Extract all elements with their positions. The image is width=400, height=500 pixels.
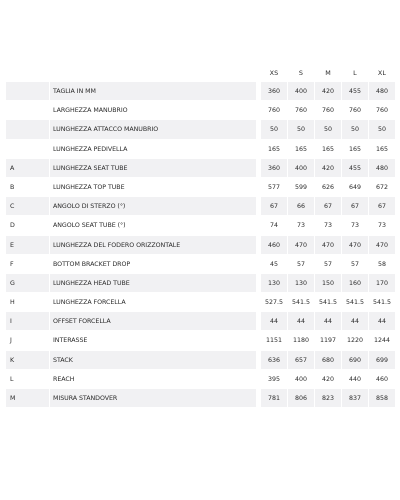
row-value-xs: 130 (261, 274, 287, 293)
row-letter: J (6, 331, 49, 350)
row-value-m: 470 (315, 236, 341, 255)
row-value-xl: 480 (369, 159, 395, 178)
size-header-xl: XL (377, 69, 387, 77)
table-row (6, 236, 394, 255)
row-value-xl: 699 (369, 351, 395, 370)
row-value-xl: 460 (369, 370, 395, 389)
row-value-xl: 73 (369, 216, 395, 235)
row-value-xl: 470 (369, 236, 395, 255)
row-label: REACH (50, 370, 256, 389)
row-value-xs: 67 (261, 197, 287, 216)
row-value-xl: 50 (369, 120, 395, 139)
row-value-m: 73 (315, 216, 341, 235)
row-value-s: 400 (288, 159, 314, 178)
row-value-s: 806 (288, 389, 314, 408)
row-letter: A (6, 159, 49, 178)
row-label: LUNGHEZZA ATTACCO MANUBRIO (50, 120, 256, 139)
size-header-m: M (325, 69, 331, 77)
row-value-l: 44 (342, 312, 368, 331)
row-value-m: 50 (315, 120, 341, 139)
row-letter: K (6, 351, 49, 370)
row-value-l: 649 (342, 178, 368, 197)
row-label: LUNGHEZZA FORCELLA (50, 293, 256, 312)
row-value-xs: 44 (261, 312, 287, 331)
row-value-xl: 858 (369, 389, 395, 408)
geometry-table (6, 66, 394, 408)
table-row (6, 274, 394, 293)
row-value-s: 657 (288, 351, 314, 370)
row-value-xs: 527.5 (261, 293, 287, 312)
row-value-xs: 74 (261, 216, 287, 235)
row-letter: L (6, 370, 49, 389)
row-value-l: 541.5 (342, 293, 368, 312)
row-value-l: 165 (342, 140, 368, 159)
row-value-xs: 45 (261, 255, 287, 274)
row-value-l: 440 (342, 370, 368, 389)
row-value-s: 599 (288, 178, 314, 197)
row-label: LUNGHEZZA SEAT TUBE (50, 159, 256, 178)
row-value-l: 455 (342, 82, 368, 101)
row-value-xs: 781 (261, 389, 287, 408)
row-letter (6, 101, 49, 120)
table-row (6, 312, 394, 331)
row-letter: F (6, 255, 49, 274)
row-value-m: 823 (315, 389, 341, 408)
row-value-s: 73 (288, 216, 314, 235)
table-body (6, 82, 394, 408)
row-label: LUNGHEZZA TOP TUBE (50, 178, 256, 197)
row-value-xl: 760 (369, 101, 395, 120)
row-label: ANGOLO DI STERZO (°) (50, 197, 256, 216)
table-row (6, 82, 394, 101)
row-value-s: 50 (288, 120, 314, 139)
row-value-l: 57 (342, 255, 368, 274)
row-value-xs: 395 (261, 370, 287, 389)
table-row (6, 120, 394, 139)
row-letter: M (6, 389, 49, 408)
row-label: ANGOLO SEAT TUBE (°) (50, 216, 256, 235)
row-value-l: 760 (342, 101, 368, 120)
row-value-m: 1197 (315, 331, 341, 350)
table-row (6, 101, 394, 120)
row-value-s: 165 (288, 140, 314, 159)
row-label: OFFSET FORCELLA (50, 312, 256, 331)
row-value-xl: 480 (369, 82, 395, 101)
row-label: LARGHEZZA MANUBRIO (50, 101, 256, 120)
row-value-m: 150 (315, 274, 341, 293)
row-value-s: 66 (288, 197, 314, 216)
row-value-l: 837 (342, 389, 368, 408)
row-value-m: 680 (315, 351, 341, 370)
row-value-m: 420 (315, 159, 341, 178)
row-value-xs: 360 (261, 82, 287, 101)
row-value-s: 1180 (288, 331, 314, 350)
row-value-s: 470 (288, 236, 314, 255)
row-label: LUNGHEZZA PEDIVELLA (50, 140, 256, 159)
row-value-s: 57 (288, 255, 314, 274)
table-row (6, 140, 394, 159)
row-value-s: 400 (288, 82, 314, 101)
row-value-m: 67 (315, 197, 341, 216)
row-label: LUNGHEZZA HEAD TUBE (50, 274, 256, 293)
row-value-xl: 541.5 (369, 293, 395, 312)
row-value-m: 420 (315, 82, 341, 101)
row-letter (6, 82, 49, 101)
row-value-xl: 67 (369, 197, 395, 216)
row-value-xs: 760 (261, 101, 287, 120)
row-value-l: 50 (342, 120, 368, 139)
row-letter: D (6, 216, 49, 235)
table-row (6, 178, 394, 197)
row-value-xs: 636 (261, 351, 287, 370)
row-value-xs: 360 (261, 159, 287, 178)
row-value-m: 44 (315, 312, 341, 331)
row-letter: I (6, 312, 49, 331)
row-value-m: 626 (315, 178, 341, 197)
row-value-m: 57 (315, 255, 341, 274)
row-value-s: 130 (288, 274, 314, 293)
row-value-xs: 165 (261, 140, 287, 159)
row-value-xs: 577 (261, 178, 287, 197)
row-label: LUNGHEZZA DEL FODERO ORIZZONTALE (50, 236, 256, 255)
row-value-xl: 44 (369, 312, 395, 331)
row-value-m: 541.5 (315, 293, 341, 312)
row-letter: B (6, 178, 49, 197)
row-value-s: 541.5 (288, 293, 314, 312)
row-label: BOTTOM BRACKET DROP (50, 255, 256, 274)
row-value-l: 1220 (342, 331, 368, 350)
row-value-m: 420 (315, 370, 341, 389)
row-value-s: 760 (288, 101, 314, 120)
table-row (6, 159, 394, 178)
row-value-l: 690 (342, 351, 368, 370)
row-value-l: 160 (342, 274, 368, 293)
row-letter: E (6, 236, 49, 255)
row-value-xl: 58 (369, 255, 395, 274)
row-letter (6, 140, 49, 159)
row-value-xl: 672 (369, 178, 395, 197)
row-label: TAGLIA IN MM (50, 82, 256, 101)
row-label: INTERASSE (50, 331, 256, 350)
table-row (6, 351, 394, 370)
row-label: MISURA STANDOVER (50, 389, 256, 408)
row-label: STACK (50, 351, 256, 370)
table-row (6, 389, 394, 408)
row-value-xl: 170 (369, 274, 395, 293)
row-value-xs: 460 (261, 236, 287, 255)
row-value-l: 67 (342, 197, 368, 216)
table-row (6, 255, 394, 274)
row-value-m: 760 (315, 101, 341, 120)
row-value-xl: 165 (369, 140, 395, 159)
table-row (6, 197, 394, 216)
row-value-xs: 50 (261, 120, 287, 139)
row-letter (6, 120, 49, 139)
row-value-xl: 1244 (369, 331, 395, 350)
table-row (6, 370, 394, 389)
row-value-l: 455 (342, 159, 368, 178)
row-value-xs: 1151 (261, 331, 287, 350)
size-header-row (6, 66, 394, 82)
row-value-l: 470 (342, 236, 368, 255)
table-row (6, 293, 394, 312)
size-header-s: S (298, 69, 304, 77)
row-value-l: 73 (342, 216, 368, 235)
table-row (6, 216, 394, 235)
row-letter: G (6, 274, 49, 293)
row-value-s: 44 (288, 312, 314, 331)
row-value-m: 165 (315, 140, 341, 159)
row-value-s: 400 (288, 370, 314, 389)
row-letter: H (6, 293, 49, 312)
size-header-l: L (353, 69, 357, 77)
table-row (6, 331, 394, 350)
size-header-xs: XS (269, 69, 279, 77)
row-letter: C (6, 197, 49, 216)
